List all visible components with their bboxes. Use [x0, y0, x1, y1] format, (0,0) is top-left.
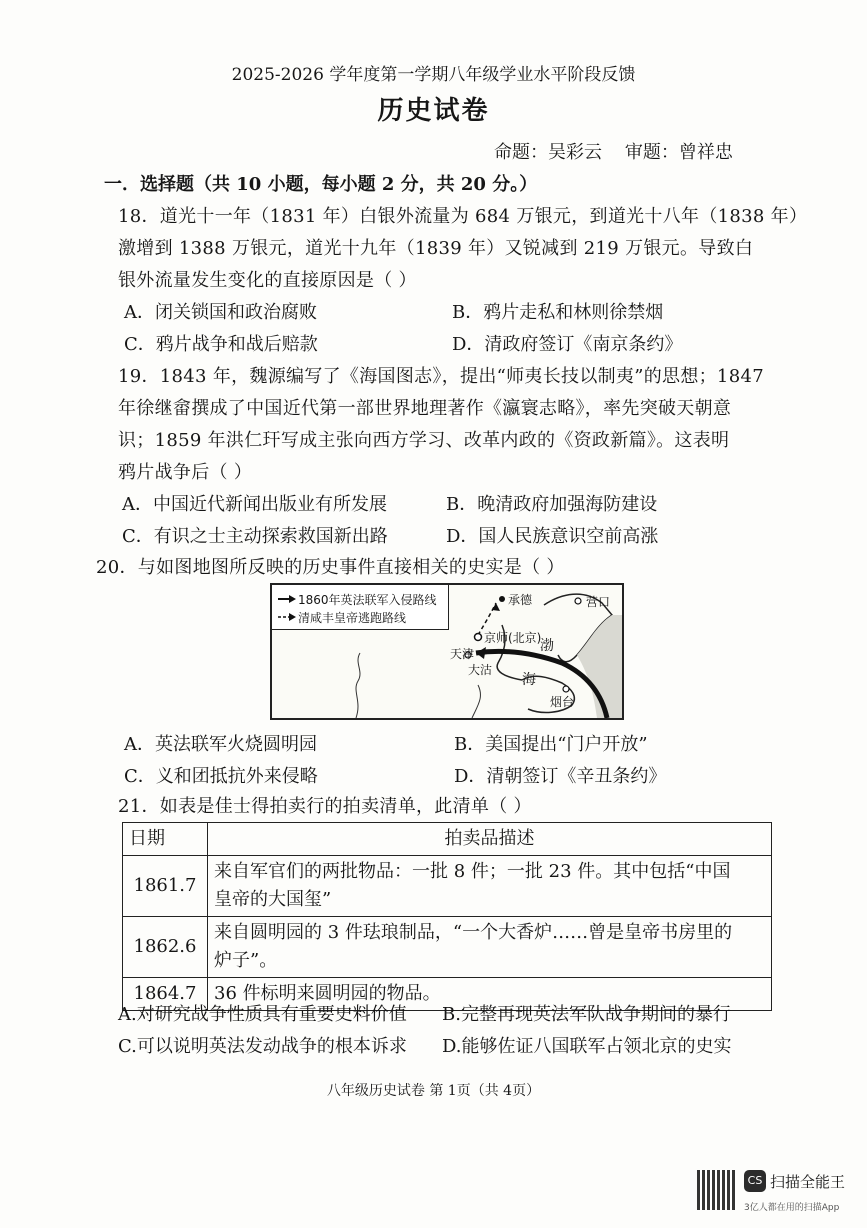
map-label-beijing: 京师(北京): [484, 631, 542, 645]
table-row: [123, 856, 772, 917]
description-line: 来自圆明园的 3 件珐琅制品，“一个大香炉……曾是皇帝书房里的: [214, 922, 733, 943]
map-label-hai: 海: [522, 672, 536, 688]
table-cell-date: 1862.6: [123, 917, 208, 978]
map-label-tianjin: 天津: [450, 647, 475, 661]
map-label-dagu: 大沽: [468, 663, 493, 677]
exam-title-line: 2025-2026 学年度第一学期八年级学业水平阶段反馈: [231, 65, 636, 85]
q18-option-c[interactable]: C．鸦片战争和战后赔款: [124, 334, 318, 355]
q19-line-2: 年徐继畲撰成了中国近代第一部世界地理著作《瀛寰志略》，率先突破天朝意: [118, 398, 732, 419]
table-header-row: [123, 823, 772, 856]
q20-stem: 20．与如图地图所反映的历史事件直接相关的史实是（ ）: [96, 557, 565, 578]
scanner-slogan: 3亿人都在用的扫描App: [744, 1203, 840, 1213]
description-line: 来自军官们的两批物品：一批 8 件；一批 23 件。其中包括“中国: [214, 861, 731, 882]
legend-escape-route: 清咸丰皇帝逃跑路线: [298, 611, 407, 625]
q18-line-1: 18．道光十一年（1831 年）白银外流量为 684 万银元，到道光十八年（1838 年）: [118, 206, 808, 227]
q19-option-a[interactable]: A．中国近代新闻出版业有所发展: [122, 494, 387, 515]
scanner-brand: 扫描全能王: [770, 1173, 846, 1191]
q18-option-d[interactable]: D．清政府签订《南京条约》: [452, 334, 683, 355]
q21-stem: 21．如表是佳士得拍卖行的拍卖清单，此清单（ ）: [118, 796, 532, 817]
q19-line-4: 鸦片战争后（ ）: [118, 462, 253, 483]
q18-option-a[interactable]: A．闭关锁国和政治腐败: [124, 302, 317, 323]
q20-option-c[interactable]: C．义和团抵抗外来侵略: [124, 766, 318, 787]
subject-title: 历史试卷: [377, 96, 490, 126]
q19-line-3: 识；1859 年洪仁玕写成主张向西方学习、改革内政的《资政新篇》。这表明: [118, 430, 730, 451]
q18-option-b[interactable]: B．鸦片走私和林则徐禁烟: [452, 302, 664, 323]
q18-line-2: 激增到 1388 万银元，道光十九年（1839 年）又锐减到 219 万银元。导致白: [118, 238, 754, 259]
description-line: 炉子”。: [214, 950, 278, 971]
map-label-chengde: 承德: [508, 593, 533, 607]
table-cell-description: [208, 856, 772, 917]
table-header-description: 拍卖品描述: [208, 823, 772, 856]
page-footer: 八年级历史试卷 第 1页（共 4页）: [326, 1083, 541, 1099]
description-line: 皇帝的大国玺”: [214, 889, 332, 910]
q19-option-b[interactable]: B．晚清政府加强海防建设: [446, 494, 658, 515]
q20-option-d[interactable]: D．清朝签订《辛丑条约》: [454, 766, 667, 787]
q19-line-1: 19．1843 年，魏源编写了《海国图志》，提出“师夷长技以制夷”的思想；1847: [118, 366, 764, 387]
description-line: 36 件标明来圆明园的物品。: [214, 983, 441, 1004]
q20-option-a[interactable]: A．英法联军火烧圆明园: [124, 734, 317, 755]
q21-option-c[interactable]: C.可以说明英法发动战争的根本诉求: [118, 1036, 407, 1057]
table-cell-date: 1864.7: [123, 978, 208, 1011]
qr-code-icon: [697, 1170, 737, 1210]
table-header-date: 日期: [123, 823, 208, 856]
table-row: [123, 917, 772, 978]
map-label-yantai: 烟台: [550, 695, 575, 709]
q21-option-d[interactable]: D.能够佐证八国联军占领北京的史实: [442, 1036, 732, 1057]
map-label-yingkou: 营口: [586, 595, 611, 609]
table-cell-description: [208, 917, 772, 978]
q21-option-a[interactable]: A.对研究战争性质具有重要史料价值: [118, 1004, 407, 1025]
q18-line-3: 银外流量发生变化的直接原因是（ ）: [118, 270, 417, 291]
q20-option-b[interactable]: B．美国提出“门户开放”: [454, 734, 648, 755]
section-heading: 一．选择题（共 10 小题，每小题 2 分，共 20 分。）: [104, 174, 538, 195]
q21-option-b[interactable]: B.完整再现英法军队战争期间的暴行: [442, 1004, 731, 1025]
q19-option-d[interactable]: D．国人民族意识空前高涨: [446, 526, 659, 547]
map-label-bohai: 渤: [540, 638, 554, 654]
scanner-logo-icon: CS: [744, 1170, 766, 1192]
table-cell-date: 1861.7: [123, 856, 208, 917]
author-line: 命题：吴彩云 审题：曾祥忠: [494, 142, 733, 163]
legend-invasion-route: 1860年英法联军入侵路线: [298, 593, 437, 607]
q19-option-c[interactable]: C．有识之士主动探索救国新出路: [122, 526, 388, 547]
auction-table: [122, 822, 772, 1011]
route-map: [270, 583, 624, 720]
